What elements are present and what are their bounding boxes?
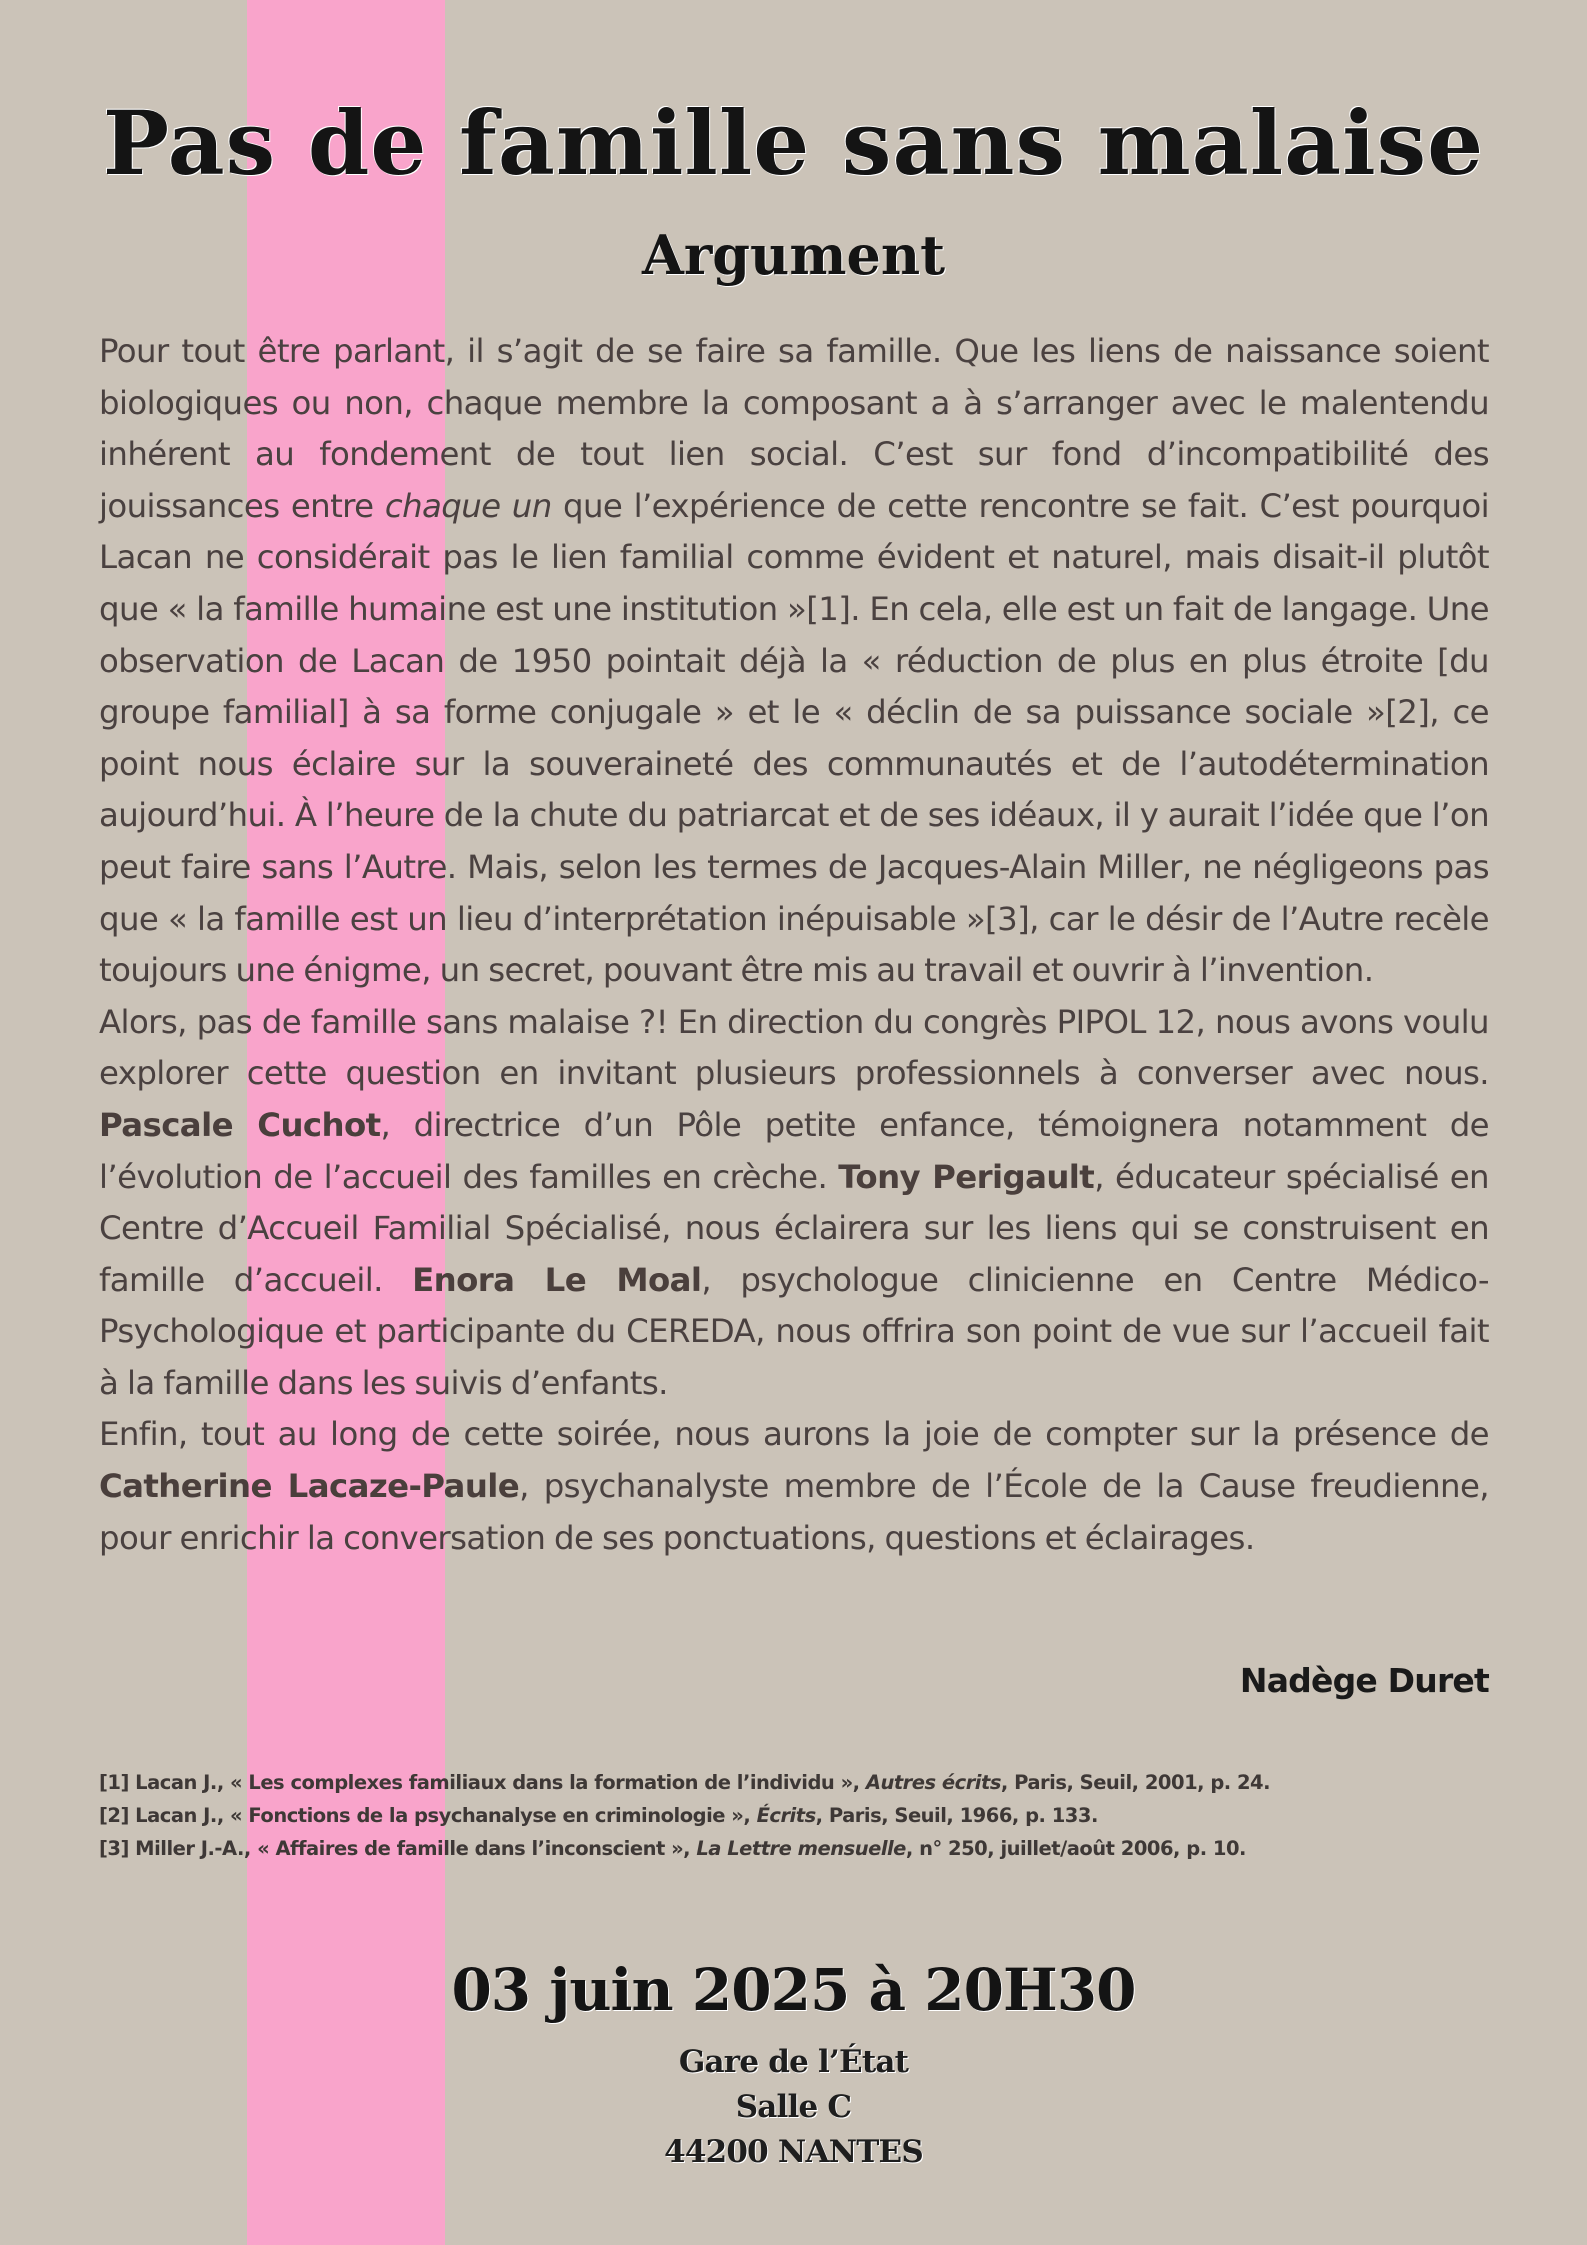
footnote-3 (99, 1832, 1489, 1865)
paragraph-text: , psychologue clinicienne en Centre Médico-Psychologique et participante du CEREDA, nous offrira son point de vue sur l’accueil fait à la famille dans les suivis d’enfants. (99, 1260, 1489, 1402)
footnote-title: La Lettre mensuelle (696, 1837, 906, 1860)
speaker-name: Pascale Cuchot (99, 1105, 381, 1144)
footnote-1 (99, 1766, 1489, 1799)
emphasis-text: chaque un (384, 486, 552, 525)
footnote-2 (99, 1799, 1489, 1832)
speaker-name: Tony Perigault (838, 1157, 1095, 1196)
footnote-text: , Paris, Seuil, 1966, p. 133. (815, 1804, 1098, 1827)
paragraph-text: , éducateur spécialisé en Centre d’Accueil Familial Spécialisé, nous éclairera sur les liens qui se construisent en famille d’accueil. (99, 1157, 1489, 1299)
footnote-text: , n° 250, juillet/août 2006, p. 10. (905, 1837, 1246, 1860)
argument-text (99, 326, 1489, 1564)
footnote-title: Autres écrits (865, 1771, 1001, 1794)
event-venue (0, 2040, 1587, 2175)
footnote-title: Écrits (756, 1804, 816, 1827)
paragraph-text: Enfin, tout au long de cette soirée, nous aurons la joie de compter sur la présence de (99, 1415, 1489, 1454)
footnote-text: , Paris, Seuil, 2001, p. 24. (1000, 1771, 1271, 1794)
footnote-text: [1] Lacan J., « Les complexes familiaux dans la formation de l’individu », (99, 1771, 866, 1794)
footnotes (99, 1766, 1489, 1865)
venue-name: Gare de l’État (678, 2044, 909, 2080)
venue-room: Salle C (735, 2089, 852, 2125)
paragraph-text: Pour tout être parlant, il s’agit de se faire sa famille. Que les liens de naissance soient biologiques ou non, chaque membre la composant a à s’arranger avec le malentendu inhérent au fondement de tout lien social. C’est sur fond d’incompatibilité des jouissances entre (99, 332, 1489, 525)
footnote-text: [3] Miller J.-A., « Affaires de famille dans l’inconscient », (99, 1837, 697, 1860)
section-subtitle: Argument (641, 223, 946, 287)
paragraph-1 (99, 326, 1489, 997)
paragraph-text: Alors, pas de famille sans malaise ?! En direction du congrès PIPOL 12, nous avons voulu explorer cette question en invitant plusieurs professionnels à converser avec nous. (99, 1002, 1489, 1093)
paragraph-text: , psychanalyste membre de l’École de la Cause freudienne, pour enrichir la conversation de ses ponctuations, questions et éclairages. (99, 1467, 1489, 1557)
speaker-name: Enora Le Moal (412, 1260, 702, 1299)
event-date: 03 juin 2025 à 20H30 (451, 1956, 1136, 2024)
page-title: Pas de famille sans malaise (102, 91, 1485, 195)
paragraph-2 (99, 997, 1489, 1410)
author-signature: Nadège Duret (1239, 1661, 1489, 1700)
footnote-text: [2] Lacan J., « Fonctions de la psychanalyse en criminologie », (99, 1804, 757, 1827)
speaker-name: Catherine Lacaze-Paule (99, 1467, 520, 1506)
paragraph-3 (99, 1409, 1489, 1564)
venue-city: 44200 NANTES (664, 2134, 923, 2170)
paragraph-text: que l’expérience de cette rencontre se fait. C’est pourquoi Lacan ne considérait pas le lien familial comme évident et naturel, mais disait-il plutôt que « la famille humaine est une institution »[1]. En cela, elle est un fait de langage. Une observation de Lacan de 1950 pointait déjà la « réduction de plus en plus étroite [du groupe familial] à sa forme conjugale » et le « déclin de sa puissance sociale »[2], ce point nous éclaire sur la souveraineté des communautés et de l’autodétermination aujourd’hui. À l’heure de la chute du patriarcat et de ses idéaux, il y aurait l’idée que l’on peut faire sans l’Autre. Mais, selon les termes de Jacques-Alain Miller, ne négligeons pas que « la famille est un lieu d’interprétation inépuisable »[3], car le désir de l’Autre recèle toujours une énigme, un secret, pouvant être mis au travail et ouvrir à l’invention. (99, 486, 1489, 990)
paragraph-text: , directrice d’un Pôle petite enfance, témoignera notamment de l’évolution de l’accueil des familles en crèche. (99, 1105, 1489, 1196)
